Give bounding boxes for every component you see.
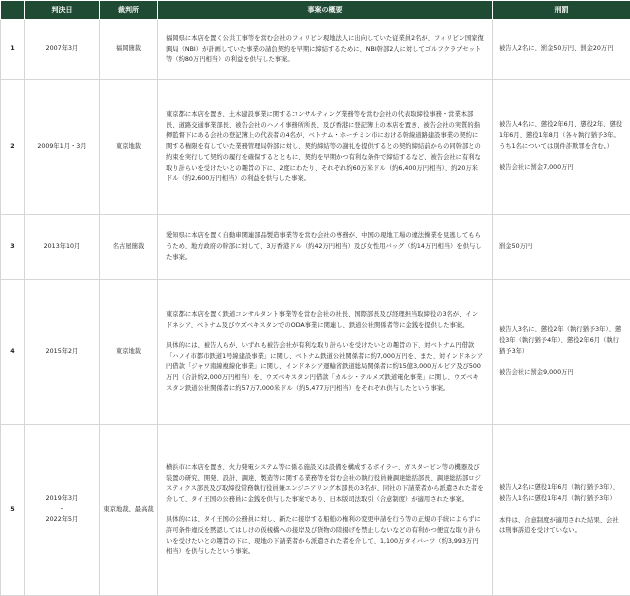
penalty-line: 被告人3名に、懲役2年（執行猶予3年）、懲役3年（執行猶予4年）、懲役2年6月（執行猶予3年）: [499, 325, 624, 357]
penalty-line: 本件は、合意制度が適用された結果、会社は刑事訴追を受けていない。: [499, 516, 624, 538]
date-line: 2013年10月: [27, 242, 97, 253]
summary-paragraph: 福岡県に本店を置く公共工事等を営む会社のフィリピン現地法人に出向していた従業員2名が、フィリピン国家復興局（NBI）が計画していた事業の請負契約を早期に締結するために、NBI幹部2人に対してゴルフクラブセット等（約80万円相当）の利益を供与した事案。: [166, 34, 484, 66]
penalty: [493, 280, 630, 425]
case-summary: [158, 215, 493, 280]
case-summary: [158, 280, 493, 425]
summary-paragraph: 愛知県に本店を置く自動車関連部品製造事業等を営む会社の専務が、中国の現地工場の違法操業を見逃してもらうため、地方政府の幹部に対して、3万香港ドル（約42万円相当）及び女性用バッグ（約14万円相当）を供与した事案。: [166, 231, 484, 263]
header-judgment-date: 判決日: [25, 1, 100, 20]
penalty: [493, 80, 630, 215]
penalty: [493, 425, 630, 596]
case-number: 2: [1, 80, 25, 215]
table-row: [1, 425, 630, 596]
case-summary: [158, 20, 493, 80]
case-number: 3: [1, 215, 25, 280]
penalty-line: 被告人2名に、罰金50万円、罰金20万円: [499, 44, 624, 55]
penalty: [493, 215, 630, 280]
judgment-date: [25, 80, 100, 215]
table-row: [1, 215, 630, 280]
judgment-date: [25, 280, 100, 425]
case-number: 4: [1, 280, 25, 425]
date-line: 2015年2月: [27, 347, 97, 358]
penalty: [493, 20, 630, 80]
case-summary: [158, 80, 493, 215]
date-separator: ・: [27, 505, 97, 516]
judgment-date: [25, 215, 100, 280]
court-name: 東京地裁: [100, 80, 158, 215]
penalty-line: 被告会社に罰金7,000万円: [499, 163, 624, 174]
header-case-summary: 事案の概要: [158, 1, 493, 20]
penalty-line: 被告会社に罰金9,000万円: [499, 368, 624, 379]
date-line: 2019年3月: [27, 494, 97, 505]
court-name: 福岡簡裁: [100, 20, 158, 80]
date-line: 2007年3月: [27, 44, 97, 55]
case-summary: [158, 425, 493, 596]
table-row: [1, 20, 630, 80]
table-row: [1, 80, 630, 215]
penalty-line: 被告人2名に懲役1年6月（執行猶予3年）、被告人1名に懲役1年4月（執行猶予3年）: [499, 483, 624, 505]
summary-paragraph: 横浜市に本店を置き、火力発電システム等に係る施設又は設備を構成するボイラー、ガスタービン等の機器及び装置の研究、開発、設計、調達、製造等に関する業務等を営む会社の執行役員兼調達総括部長、調達総括部ロジスティクス部長及び取締役常務執行役員兼エンジニアリング本部長の3名が、同社の下請業者から派遣された者を介して、タイ王国の公務員に金銭を供与した事案であり、日本版司法取引（合意制度）が適用された事案。: [166, 463, 484, 506]
summary-paragraph: 具体的には、タイ王国の公務員に対し、新たに接岸する船舶の権利の変更申請を行う等の正規の手続によらずに許可条件違反を黙認してはしけの仮桟橋への接岸及び貨物の陸揚げを禁止しないなどの有利かつ便宜な取り計らいを受けたいとの趣旨の下に、現地の下請業者から派遣された者を介して、1,100万タイバーツ（約3,993万円相当）を供与したという事案。: [166, 515, 484, 558]
court-name: 東京地裁: [100, 280, 158, 425]
date-line: 2022年5月: [27, 515, 97, 526]
court-name: 東京地裁、最高裁: [100, 425, 158, 596]
summary-paragraph: 東京都に本店を置き、土木建設事業に関するコンサルティング業務等を営む会社の代表取締役事務・営業本部長、道路交通事業部長、被告会社のハノイ事務所所長、及び香港に登記簿上の本店を置き、被告会社の実質的指揮監督下にある会社の登記簿上の代表者の4名が、ベトナム・ホーチミン市における幹線道路建設事業の契約に関する権限を有していた業務管理局幹部に対し、契約締結等の謝礼を提供するとの契約締結前からの同幹部との約束を実行して契約の履行を確保するとともに、契約を早期かつ有利な条件で締結するなど、被告会社に有利な取り計らいを受けたいとの趣旨の下に、2度にわたり、それぞれ約60万米ドル（約6,400万円相当）、約20万米ドル（約2,600万円相当）の利益を供与した事案。: [166, 110, 484, 186]
case-number: 1: [1, 20, 25, 80]
header-no: [1, 1, 25, 20]
judgment-date: [25, 20, 100, 80]
judgment-date: [25, 425, 100, 596]
court-name: 名古屋簡裁: [100, 215, 158, 280]
date-line: 2009年1月・3月: [27, 142, 97, 153]
header-court: 裁判所: [100, 1, 158, 20]
header-penalty: 刑罰: [493, 1, 630, 20]
table-row: [1, 280, 630, 425]
penalty-line: 罰金50万円: [499, 242, 624, 253]
case-number: 5: [1, 425, 25, 596]
table-header-row: [1, 1, 630, 20]
penalty-line: 被告人4名に、懲役2年6月、懲役2年、懲役1年6月、懲役1年8月（各々執行猶予3年。うち1名については別件詐欺罪を含む。）: [499, 120, 624, 152]
summary-paragraph: 具体的には、被告人らが、いずれも被告会社が有利な取り計らいを受けたいとの趣旨の下、対ベトナム円借款「ハノイ市都市鉄道1号線建設事業」に関し、ベトナム鉄道公社関係者に約7,000万円を、また、対インドネシア円借款「ジャワ南線複線化事業」に関し、インドネシア運輸省鉄道総局関係者に約15億3,000万ルピア及び500万円（合計約2,000万円相当）を、ウズベキスタン円借款「カルシ・テルメズ鉄道電化事業」に関し、ウズベキスタン鉄道公社関係者に約57万7,000米ドル（約5,477万円相当）をそれぞれ供与したという事案。: [166, 341, 484, 395]
summary-paragraph: 東京都に本店を置く鉄道コンサルタント事業等を営む会社の社長、国際部長及び経理担当取締役の3名が、インドネシア、ベトナム及びウズベキスタンでのODA事業に関連し、鉄道公社関係者等に金銭を提供した事案。: [166, 310, 484, 332]
